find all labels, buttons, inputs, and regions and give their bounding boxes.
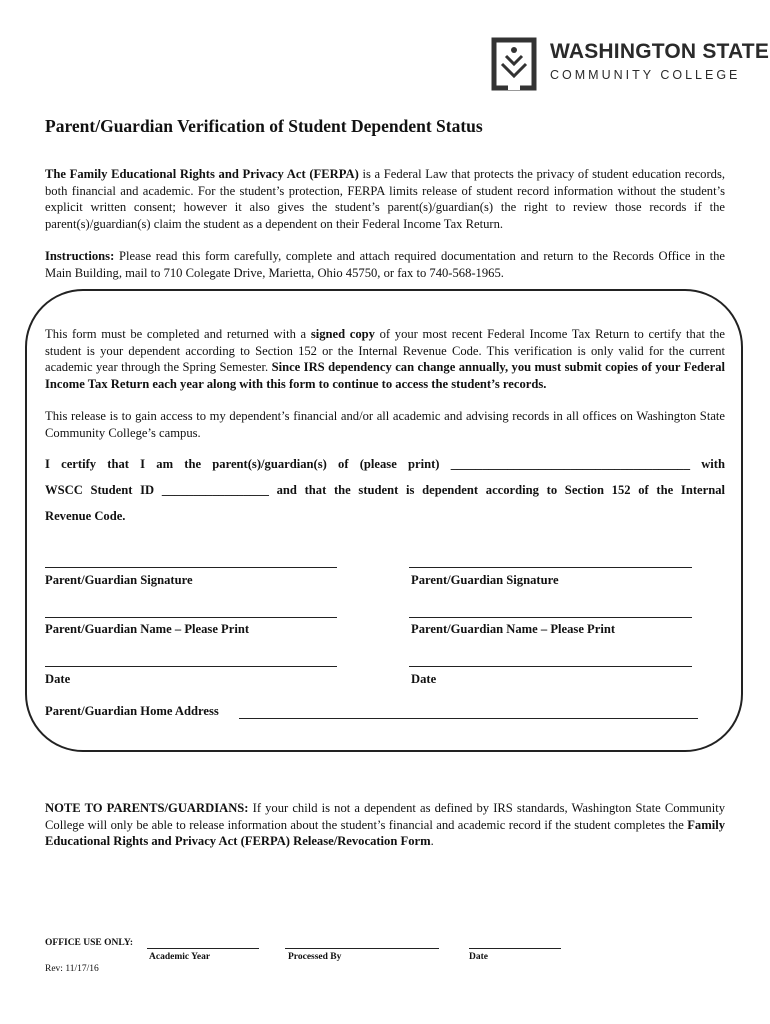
page-title: Parent/Guardian Verification of Student Dependent Status	[45, 116, 483, 136]
logo-line2: COMMUNITY COLLEGE	[550, 68, 741, 82]
note-text-c: .	[430, 834, 434, 848]
note-text-a: If your child is not a dependent as defined by IRS standards, Washington State Community College will only be able to release information about the student’s financial and academic record if the student completes the	[45, 801, 725, 832]
logo-line1: WASHINGTON STATE	[550, 40, 770, 63]
name-left-label: Parent/Guardian Name – Please Print	[45, 622, 250, 636]
certify-line-3: Revenue Code.	[45, 509, 126, 523]
note-text-b: Family Educational Rights and Privacy Act (FERPA) Release/Revocation Form	[45, 817, 725, 848]
ferpa-paragraph	[45, 166, 725, 232]
home-address-line[interactable]	[239, 718, 698, 719]
home-address-label: Parent/Guardian Home Address	[45, 704, 219, 718]
ferpa-lead: The Family Educational Rights and Privacy Act (FERPA)	[45, 167, 359, 181]
instructions-text: Please read this form carefully, complete and attach required documentation and return to the Records Office in the Main Building, mail to 710 Colegate Drive, Marietta, Ohio 45750, or fax to 740-568-1965.	[45, 249, 725, 280]
instructions-lead: Instructions:	[45, 249, 115, 263]
box-p1-a: This form must be completed and returned with a	[45, 327, 311, 341]
certify-line-2[interactable]: WSCC Student ID _________________ and that the student is dependent according to Section 152 of the Internal	[45, 483, 725, 497]
ferpa-text: is a Federal Law that protects the privacy of student education records, both financial and academic. For the student’s protection, FERPA limits release of student record information without the student’s explicit written consent; however it also gives the student’s parent(s)/guardian(s) the right to review those records if the parent(s)/guardian(s) claim the student as a dependent on their Federal Income Tax Return.	[45, 167, 725, 231]
signature-right-label: Parent/Guardian Signature	[411, 573, 559, 587]
box-p1-c: of your most recent Federal Income Tax Return to certify that the student is your dependent according to Section 152 or the Internal Revenue Code. This verification is only valid for the current academic year through the Spring Semester.	[45, 327, 725, 374]
certify-line-1[interactable]: I certify that I am the parent(s)/guardian(s) of (please print) ______________________________________ with	[45, 457, 725, 471]
office-date-line[interactable]	[469, 948, 561, 949]
box-p1-d: Since IRS dependency can change annually, you must submit copies of your Federal Income Tax Return each year along with this form to continue to access the student’s records.	[45, 360, 725, 391]
name-left-line[interactable]	[45, 617, 337, 618]
signature-left-line[interactable]	[45, 567, 337, 568]
name-right-line[interactable]	[409, 617, 692, 618]
college-logo	[490, 36, 770, 92]
box-paragraph-1	[45, 326, 725, 392]
signature-left-label: Parent/Guardian Signature	[45, 573, 193, 587]
processed-by-label: Processed By	[288, 952, 342, 962]
wscc-logo-icon	[490, 36, 538, 92]
name-right-label: Parent/Guardian Name – Please Print	[411, 622, 616, 636]
signature-right-line[interactable]	[409, 567, 692, 568]
date-right-line[interactable]	[409, 666, 692, 667]
office-date-label: Date	[469, 952, 488, 962]
date-left-line[interactable]	[45, 666, 337, 667]
office-use-label: OFFICE USE ONLY:	[45, 938, 133, 948]
academic-year-line[interactable]	[147, 948, 259, 949]
instructions-paragraph	[45, 248, 725, 281]
note-paragraph	[45, 800, 725, 850]
processed-by-line[interactable]	[285, 948, 439, 949]
date-right-label: Date	[411, 672, 437, 686]
revision-date: Rev: 11/17/16	[45, 964, 99, 974]
academic-year-label: Academic Year	[149, 952, 211, 962]
box-p1-b: signed copy	[310, 327, 375, 341]
note-lead: NOTE TO PARENTS/GUARDIANS:	[45, 801, 249, 815]
box-paragraph-2: This release is to gain access to my dependent’s financial and/or all academic and advising records in all offices on Washington State Community College’s campus.	[45, 409, 725, 440]
date-left-label: Date	[45, 672, 71, 686]
